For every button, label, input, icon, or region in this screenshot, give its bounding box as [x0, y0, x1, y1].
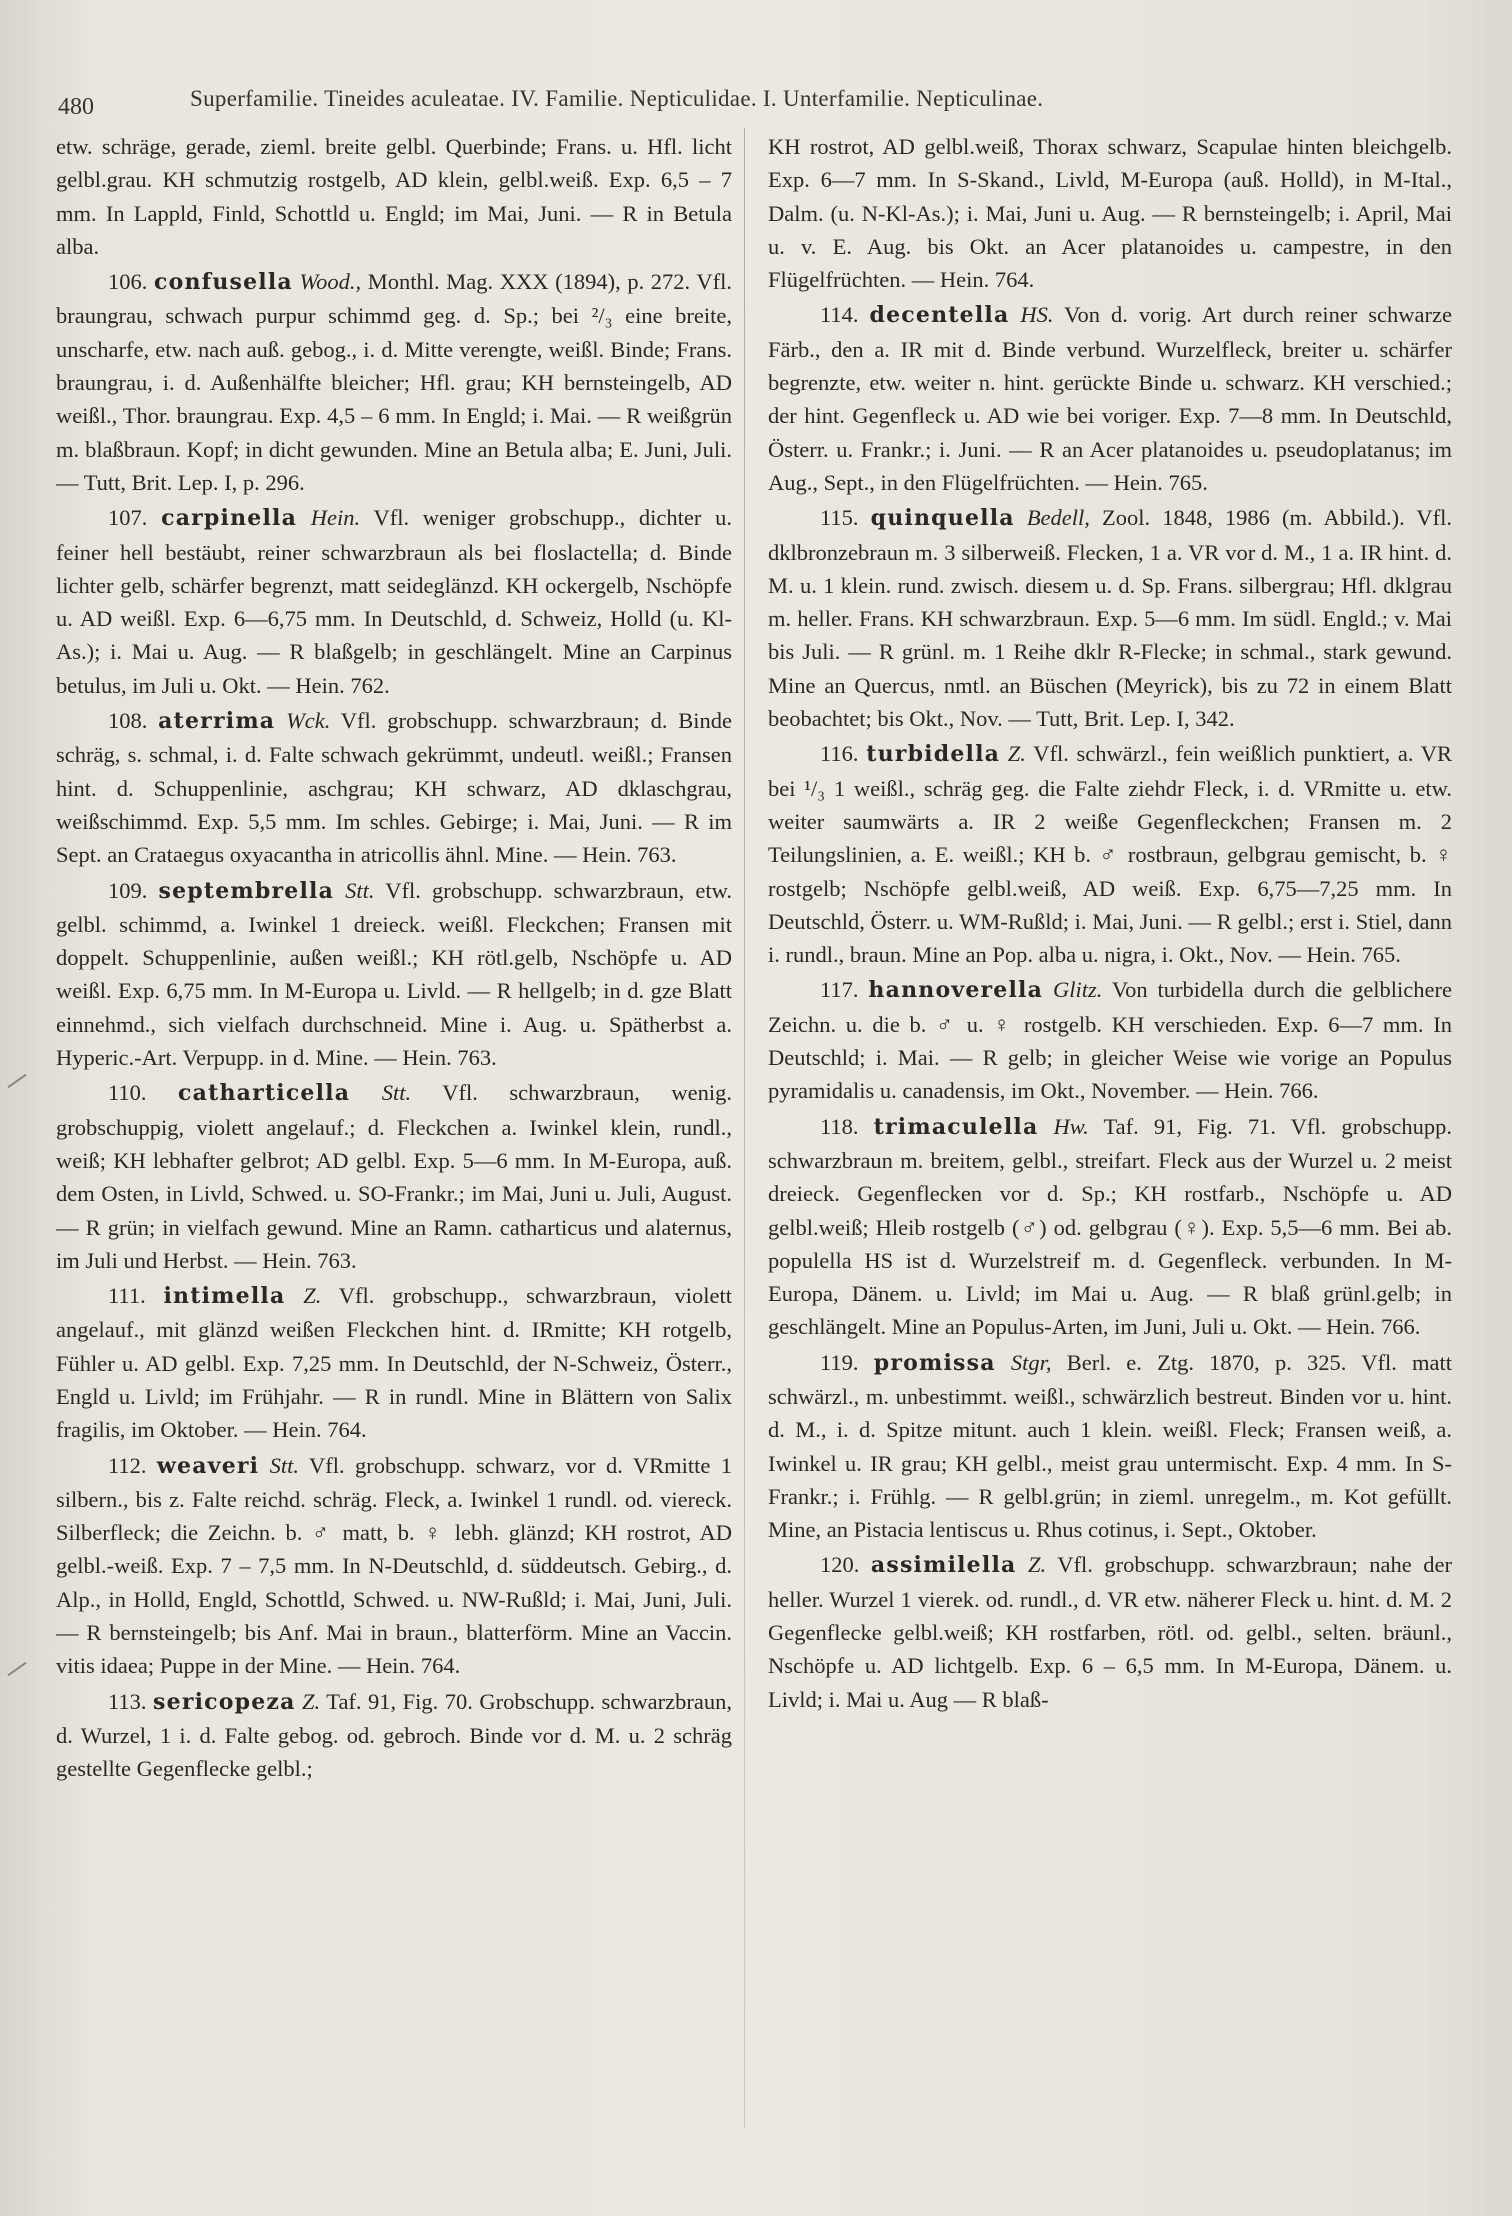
entry-text: Vfl. schwärzl., fein weißlich punktiert, a. VR bei ¹/₃ 1 weißl., schräg geg. die Falte ziehdr Fleck, i. d. VRmitte u. etw. weiter saumwärts a. IR 2 weiße Gegenfleckchen; Fransen m. 2 Teilungslinien, a. E. weißl.; KH b. ♂ rostbraun, gelbgrau gemischt, b. ♀ rostgelb; Nschöpfe gelbl.weiß, AD weiß. Exp. 6,75—7,25 mm. In Deutschld, Österr. u. WM-Rußld; i. Mai, Juni. — R gelbl.; erst i. Stiel, dann i. rundl., braun. Mine an Pop. alba u. nigra, i. Okt., Nov. — Hein. 765.: [768, 741, 1452, 968]
entry-text: KH rostrot, AD gelbl.weiß, Thorax schwarz, Scapulae hinten bleichgelb. Exp. 6—7 mm. In S-Skand., Livld, M-Europa (auß. Holld), in M-Ital., Dalm. (u. N-Kl-As.); i. Mai, Juni u. Aug. — R bernsteingelb; i. April, Mai u. v. E. Aug. bis Okt. an Acer platanoides u. campestre, in den Flügelfrüchten. — Hein. 764.: [768, 134, 1452, 293]
author-name: Stt.: [345, 877, 375, 903]
author-name: Z.: [1027, 1552, 1047, 1578]
author-name: Wood.,: [299, 269, 362, 295]
entry-number: 106.: [108, 269, 154, 295]
entry-text: Vfl. grobschupp. schwarzbraun; d. Binde schräg, s. schmal, i. d. Falte schwach gekrümmt, undeutl. weißl.; Fransen hint. d. Schuppenlinie, aschgrau; KH schwarz, AD dklaschgrau, weißschimmd. Exp. 5,5 mm. Im schles. Gebirge; i. Mai, Juni. — R im Sept. an Crataegus oxyacantha in atricollis ähnl. Mine. — Hein. 763.: [56, 708, 732, 868]
entry-text: Vfl. grobschupp., schwarzbraun, violett angelauf., mit glänzd weißen Fleckchen hint. d. IRmitte; KH rotgelb, Fühler u. AD gelbl. Exp. 7,25 mm. In Deutschld, der N-Schweiz, Österr., Engld u. Livld; im Frühjahr. — R in rundl. Mine in Blättern von Salix fragilis, im Oktober. — Hein. 764.: [56, 1283, 732, 1443]
entry-text: Berl. e. Ztg. 1870, p. 325. Vfl. matt schwärzl., m. unbestimmt. weißl., schwärzlich bestreut. Binden vor u. hint. d. M., i. d. Spitze mitunt. auch 1 klein. weißl. Fleck; Fransen weiß, a. Iwinkel u. IR grau; KH gelbl., meist grau untermischt. Exp. 4 mm. In S-Frankr.; i. Frühlg. — R gelbl.grün; in zieml. unregelm., m. Kot gefüllt. Mine, an Pistacia lentiscus u. Rhus cotinus, i. Sept., Oktober.: [768, 1349, 1452, 1543]
species-name: turbidella: [866, 741, 1001, 768]
running-title: Superfamilie. Tineides aculeatae. IV. Familie. Nepticulidae. I. Unterfamilie. Nepticulinae.: [190, 86, 1044, 111]
entry-text: Vfl. grobschupp. schwarzbraun, etw. gelbl. schimmd, a. Iwinkel 1 dreieck. weißl. Fleckchen; Fransen mit doppelt. Schuppenlinie, außen weißl.; KH rötl.gelb, Nschöpfe u. AD weißl. Exp. 6,75 mm. In M-Europa u. Livld. — R hellgelb; in d. gze Blatt einnehmd., sich vielfach durchschneid. Mine i. Aug. u. Spätherbst a. Hyperic.-Art. Verpupp. in d. Mine. — Hein. 763.: [56, 877, 732, 1071]
entry-number: 120.: [820, 1552, 871, 1578]
species-entry: [56, 1076, 732, 1277]
species-entry: [768, 737, 1452, 971]
entry-text: etw. schräge, gerade, zieml. breite gelbl. Querbinde; Frans. u. Hfl. licht gelbl.grau. KH schmutzig rostgelb, AD klein, gelbl.weiß. Exp. 6,5 – 7 mm. In Lappld, Finld, Schottld u. Engld; im Mai, Juni. — R in Betula alba.: [56, 134, 732, 259]
species-entry: [56, 130, 732, 263]
author-name: Z.: [302, 1688, 321, 1714]
species-name: confusella: [153, 269, 293, 296]
entry-number: 110.: [108, 1080, 179, 1106]
author-name: Stgr,: [1010, 1349, 1052, 1375]
entry-number: 111.: [108, 1283, 164, 1309]
entry-number: 118.: [820, 1113, 874, 1139]
author-name: Hw.: [1053, 1113, 1089, 1139]
species-name: carpinella: [161, 505, 298, 532]
author-name: Bedell,: [1026, 505, 1090, 531]
entry-text: Vfl. weniger grobschupp., dichter u. feiner hell bestäubt, reiner schwarzbraun als bei floslactella; d. Binde lichter gelb, schärfer begrenzt, matt seideglänzd. KH ockergelb, Nschöpfe u. AD weißl. Exp. 6—6,75 mm. In Deutschld, d. Schweiz, Holld (u. Kl-As.); i. Mai u. Aug. — R blaßgelb; in geschlängelt. Mine an Carpinus betulus, im Juli u. Okt. — Hein. 762.: [56, 505, 732, 698]
species-name: promissa: [873, 1349, 996, 1376]
species-entry: [768, 298, 1452, 499]
entry-text: Von d. vorig. Art durch reiner schwarze Färb., den a. IR mit d. Binde verbund. Wurzelfleck, breiter u. schärfer begrenzte, etw. weiter n. hint. gerückte Binde u. schwarz. KH verschied.; der hint. Gegenfleck u. AD wie bei voriger. Exp. 7—8 mm. In Deutschld, Österr. u. Frankr.; i. Juni. — R an Acer platanoides u. pseudoplatanus; im Aug., Sept., in den Flügelfrüchten. — Hein. 765.: [768, 302, 1452, 495]
entry-text: Zool. 1848, 1986 (m. Abbild.). Vfl. dklbronzebraun m. 3 silberweiß. Flecken, 1 a. VR vor d. M., 1 a. IR hint. d. M. u. 1 klein. rund. zwisch. diesem u. d. Sp. Frans. silbergrau; Hfl. dklgrau m. heller. Frans. KH schwarzbraun. Exp. 5—6 mm. Im südl. Engld.; v. Mai bis Juli. — R grünl. m. 1 Reihe dklr R-Flecke; in schmal., stark gewund. Mine an Quercus, nmtl. an Büschen (Meyrick), bis zu 72 in einem Blatt beobachtet; bis Okt., Nov. — Tutt, Brit. Lep. I, 342.: [768, 505, 1452, 732]
page-number: 480: [58, 94, 94, 120]
entry-text: Vfl. grobschupp. schwarz, vor d. VRmitte 1 silbern., bis z. Falte reichd. schräg. Fleck, a. Iwinkel 1 rundl. od. viereck. Silberfleck; die Zeichn. b. ♂ matt, b. ♀ lebh. glänzd; KH rostrot, AD gelbl.-weiß. Exp. 7 – 7,5 mm. In N-Deutschld, d. süddeutsch. Gebirg., d. Alp., in Holld, Engld, Schottld, Schwed. u. NW-Rußld; i. Mai, Juni, Juli. — R bernsteingelb; bis Anf. Mai in braun., blatterförm. Mine an Vaccin. vitis idaea; Puppe in der Mine. — Hein. 764.: [56, 1452, 732, 1679]
entry-number: 112.: [108, 1452, 157, 1478]
entry-number: 108.: [108, 708, 159, 734]
species-name: septembrella: [158, 877, 335, 904]
author-name: Stt.: [381, 1080, 412, 1106]
species-name: catharticella: [178, 1080, 351, 1107]
species-name: assimilella: [870, 1552, 1017, 1579]
species-name: hannoverella: [868, 977, 1044, 1004]
species-name: trimaculella: [873, 1113, 1039, 1140]
entry-number: 116.: [820, 741, 867, 767]
entry-number: 107.: [108, 505, 162, 531]
species-entry: [768, 1346, 1452, 1547]
entry-number: 117.: [820, 977, 869, 1003]
species-entry: [56, 1449, 732, 1683]
pencil-margin-mark: [7, 1074, 26, 1088]
species-name: intimella: [163, 1283, 286, 1310]
species-entry: [768, 1548, 1452, 1715]
entry-text: Monthl. Mag. XXX (1894), p. 272. Vfl. braungrau, schwach purpur schimmd geg. d. Sp.; bei ²/₃ eine breite, unscharfe, etw. nach auß. gebog., i. d. Mitte verengte, weißl. Binde; Frans. braungrau, i. d. Außenhälfte bleicher; Hfl. grau; KH bernsteingelb, AD weißl., Thor. braungrau. Exp. 4,5 – 6 mm. In Engld; i. Mai. — R weißgrün m. blaßbraun. Kopf; in dicht gewunden. Mine an Betula alba; E. Juni, Juli. — Tutt, Brit. Lep. I, p. 296.: [56, 269, 732, 495]
author-name: Z.: [303, 1283, 322, 1309]
species-entry: [768, 1110, 1452, 1344]
right-column: [768, 130, 1452, 2186]
species-entry: [768, 973, 1452, 1107]
entry-text: Taf. 91, Fig. 71. Vfl. grobschupp. schwarzbraun m. breitem, gelbl., streifart. Fleck aus der Wurzel u. 2 meist dreieck. Gegenflecken vor d. Sp.; KH rostfarb., Nschöpfe u. AD gelbl.weiß; Hleib rostgelb (♂) od. gelbgrau (♀). Exp. 5,5—6 mm. Bei ab. populella HS ist d. Wurzelstreif m. d. Gegenfleck. verbunden. In M-Europa, Dänem. u. Livld; im Mai u. Aug. — R blaß grünl.gelb; in geschlängelt. Mine an Populus-Arten, im Juni, Juli u. Okt. — Hein. 766.: [768, 1113, 1452, 1340]
author-name: Z.: [1007, 741, 1026, 767]
author-name: Stt.: [269, 1452, 300, 1478]
author-name: HS.: [1020, 302, 1054, 328]
running-head: [58, 70, 1478, 120]
entry-text: Taf. 91, Fig. 70. Grobschupp. schwarzbraun, d. Wurzel, 1 i. d. Falte gebog. od. gebroch. Binde vor d. M. u. 2 schräg gestellte Gegenflecke gelbl.;: [56, 1688, 732, 1782]
entry-text: Vfl. schwarzbraun, wenig. grobschuppig, violett angelauf.; d. Fleckchen a. Iwinkel klein, rundl., weiß; KH lebhafter gelbrot; AD gelbl. Exp. 5—6 mm. In M-Europa, auß. dem Osten, in Livld, Schwed. u. SO-Frankr.; im Mai, Juni u. Juli, August. — R grün; in vielfach gewund. Mine an Ramn. catharticus und alaternus, im Juli und Herbst. — Hein. 763.: [56, 1080, 732, 1273]
entry-number: 109.: [108, 877, 159, 903]
author-name: Hein.: [310, 505, 361, 531]
entry-number: 113.: [108, 1688, 154, 1714]
species-entry: [56, 704, 732, 871]
species-entry: [56, 501, 732, 702]
species-entry: [56, 265, 732, 499]
entry-number: 115.: [820, 505, 871, 531]
species-entry: [768, 501, 1452, 735]
species-name: weaveri: [156, 1452, 260, 1479]
entry-text: Vfl. grobschupp. schwarzbraun; nahe der heller. Wurzel 1 vierek. od. rundl., d. VR etw. näherer Fleck u. hint. d. M. 2 Gegenflecke gelbl.weiß; KH rostfarben, rötl. od. gelbl., selten. bräunl., Nschöpfe u. AD lichtgelb. Exp. 6 – 6,5 mm. In M-Europa, Dänem. u. Livld; i. Mai u. Aug — R blaß-: [768, 1552, 1452, 1712]
column-divider: [744, 128, 745, 2128]
species-name: quinquella: [870, 505, 1015, 532]
species-entry: [56, 874, 732, 1075]
pencil-margin-mark: [7, 1662, 26, 1676]
species-name: decentella: [869, 302, 1010, 329]
left-column: [56, 130, 732, 2186]
species-entry: [768, 130, 1452, 296]
species-name: aterrima: [158, 708, 276, 735]
species-name: sericopeza: [153, 1688, 296, 1715]
entry-text: Von turbidella durch die gelblichere Zeichn. u. die b. ♂ u. ♀ rostgelb. KH verschieden. Exp. 6—7 mm. In Deutschld; i. Mai. — R gelb; in gleicher Weise wie vorige an Populus pyramidalis u. canadensis, im Okt., November. — Hein. 766.: [768, 977, 1452, 1104]
entry-number: 114.: [820, 302, 870, 328]
author-name: Glitz.: [1052, 977, 1103, 1003]
species-entry: [56, 1685, 732, 1786]
species-entry: [56, 1279, 732, 1446]
author-name: Wck.: [286, 708, 331, 734]
entry-number: 119.: [820, 1349, 874, 1375]
